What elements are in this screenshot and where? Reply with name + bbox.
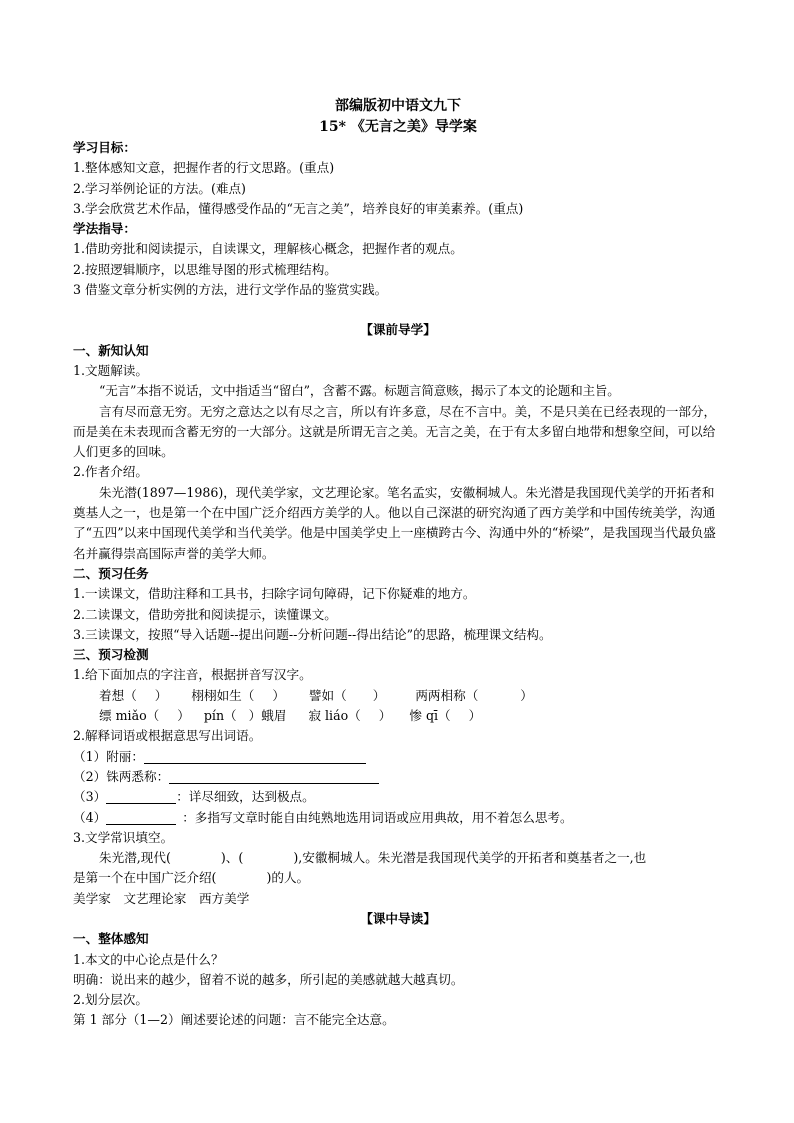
- pinyin-item: 惨 qī（: [409, 708, 451, 724]
- methods-heading: 学法指导：: [73, 221, 136, 237]
- pinyin-row: [73, 686, 723, 706]
- structure-part: 第 1 部分（1—2）阐述要论述的问题：言不能完全达意。: [73, 1012, 395, 1028]
- section-heading: 一、新知认知: [73, 342, 149, 358]
- goal-item: 1.整体感知文意，把握作者的行文思路。(重点): [73, 160, 335, 176]
- method-item: 3 借鉴文章分析实例的方法，进行文学作品的鉴赏实践。: [73, 282, 388, 298]
- pinyin-item: ）: [272, 687, 285, 703]
- document-title: 部编版初中语文九下: [335, 98, 461, 114]
- answer-line: 美学家 文艺理论家 西方美学: [73, 890, 250, 906]
- task-item: 1.一读课文，借助注释和工具书，扫除字词句障碍，记下你疑难的地方。: [73, 586, 476, 602]
- section-heading: 二、预习任务: [73, 565, 149, 581]
- task-item: 2.二读课文，借助旁批和阅读提示，读懂课文。: [73, 606, 337, 622]
- question: 1.给下面加点的字注音，根据拼音写汉字。: [73, 667, 312, 683]
- pinyin-item: 栩栩如生（: [191, 687, 255, 703]
- title-explanation-paragraph: “无言”本指不说话，文中指适当“留白”，含蓄不露。标题言简意赅，揭示了本文的论题和主旨。: [99, 383, 620, 399]
- subsection-title: 2.作者介绍。: [73, 464, 148, 480]
- pinyin-item: ）: [177, 708, 190, 724]
- question: 2.划分层次。: [73, 992, 148, 1008]
- answer-blank[interactable]: [169, 769, 379, 784]
- pinyin-row: [73, 706, 723, 726]
- pre-class-heading: 【课前导学】: [360, 322, 436, 338]
- answer-blank[interactable]: [106, 789, 176, 804]
- author-intro-paragraph: 朱光潜(1897—1986)，现代美学家，文艺理论家。笔名孟实，安徽桐城人。朱光潜是我国现代美学的开拓者和奠基人之一，也是第一个在中国广泛介绍西方美学的人。他以自己深湛的研究沟通了西方美学和中国传统美学，沟通了“五四”以来中国现代美学和当代美学。他是中国美学史上一座横跨古今、沟通中外的“桥梁”，是我国现当代最负盛名并赢得崇高国际声誉的美学大师。: [73, 484, 716, 561]
- pinyin-item: 譬如（: [308, 687, 347, 703]
- document-page: [73, 96, 723, 1031]
- fill-in-line: 朱光潜,现代( )、( ),安徽桐城人。朱光潜是我国现代美学的开拓者和奠基者之一,也: [99, 850, 647, 866]
- definition-item: （1）附丽：: [73, 747, 723, 767]
- pinyin-item: pín（: [203, 708, 237, 724]
- pinyin-item: 寂 liáo（: [308, 708, 361, 724]
- goal-item: 2.学习举例论证的方法。(难点): [73, 180, 246, 196]
- pinyin-item: ）: [468, 708, 482, 724]
- pinyin-item: ）: [154, 687, 168, 703]
- in-class-heading: 【课中导读】: [360, 910, 436, 926]
- document-subtitle: 15* 《无言之美》导学案: [319, 119, 477, 135]
- answer-line: 明确：说出来的越少，留着不说的越多，所引起的美感就越大越真切。: [73, 971, 464, 987]
- pinyin-item: ）蛾眉: [248, 708, 287, 724]
- pinyin-item: 两两相称（: [415, 687, 479, 703]
- pinyin-item: ）: [378, 708, 392, 724]
- section-heading: 一、整体感知: [73, 931, 149, 947]
- section-heading: 三、预习检测: [73, 647, 149, 663]
- pinyin-item: ）: [372, 687, 386, 703]
- answer-blank[interactable]: [106, 810, 176, 825]
- answer-blank[interactable]: [144, 749, 366, 764]
- pinyin-item: 着想（: [99, 687, 137, 703]
- question: 3.文学常识填空。: [73, 829, 174, 845]
- method-item: 2.按照逻辑顺序，以思维导图的形式梳理结构。: [73, 261, 337, 277]
- task-item: 3.三读课文，按照“导入话题--提出问题--分析问题--得出结论”的思路，梳理课文结构。: [73, 626, 552, 642]
- method-item: 1.借助旁批和阅读提示，自读课文，理解核心概念，把握作者的观点。: [73, 241, 463, 257]
- subsection-title: 1.文题解读。: [73, 362, 148, 378]
- pinyin-item: 缥 miǎo（: [99, 708, 160, 724]
- goals-heading: 学习目标：: [73, 140, 136, 155]
- question: 1.本文的中心论点是什么？: [73, 951, 224, 967]
- definition-item: （2）铢两悉称：: [73, 767, 723, 787]
- fill-in-line: 是第一个在中国广泛介绍( )的人。: [73, 870, 310, 886]
- question: 2.解释词语或根据意思写出词语。: [73, 728, 262, 744]
- pinyin-item: ）: [520, 687, 533, 703]
- definition-item: （4） ：多指写文章时能自由纯熟地选用词语或应用典故，用不着怎么思考。: [73, 809, 573, 825]
- goal-item: 3.学会欣赏艺术作品，懂得感受作品的“无言之美”，培养良好的审美素养。(重点): [73, 200, 524, 216]
- definition-item: （3） ：详尽细致，达到极点。: [73, 789, 315, 805]
- title-explanation-paragraph: 言有尽而意无穷。无穷之意达之以有尽之言，所以有许多意，尽在不言中。美，不是只美在已经表现的一部分，而是美在未表现而含蓄无穷的一大部分。这就是所谓无言之美。无言之美，在于有太多留白地带和想象空间，可以给人们更多的回味。: [73, 403, 717, 460]
